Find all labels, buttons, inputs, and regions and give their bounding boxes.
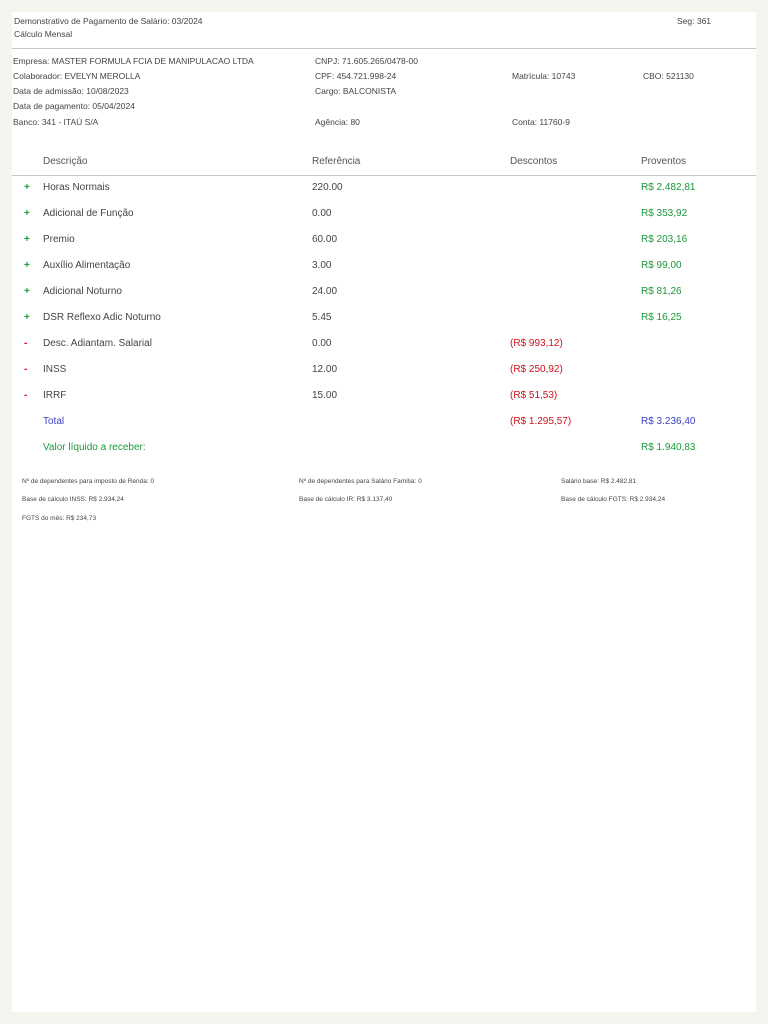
plus-sign-icon: +	[24, 286, 30, 297]
column-header-descontos: Descontos	[510, 156, 558, 167]
row-provento: R$ 99,00	[641, 260, 682, 271]
data-admissao: Data de admissão: 10/08/2023	[13, 86, 129, 96]
valor-liquido-value: R$ 1.940,83	[641, 442, 696, 453]
plus-sign-icon: +	[24, 260, 30, 271]
plus-sign-icon: +	[24, 208, 30, 219]
cbo: CBO: 521130	[643, 71, 694, 81]
row-descricao: Desc. Adiantam. Salarial	[43, 338, 152, 349]
document-subtitle: Cálculo Mensal	[14, 29, 73, 39]
row-provento: R$ 203,16	[641, 234, 688, 245]
plus-sign-icon: +	[24, 312, 30, 323]
cargo: Cargo: BALCONISTA	[315, 86, 397, 96]
row-provento: R$ 81,26	[641, 286, 682, 297]
cpf: CPF: 454.721.998-24	[315, 71, 397, 81]
row-referencia: 15.00	[312, 390, 338, 401]
fgts-mes: FGTS do mês: R$ 234,73	[22, 515, 97, 522]
total-label: Total	[43, 416, 65, 427]
dependentes-salario-familia: Nº de dependentes para Salário Família: 0	[299, 478, 422, 485]
row-desconto: (R$ 51,53)	[510, 390, 558, 401]
row-desconto: (R$ 250,92)	[510, 364, 563, 375]
agencia: Agência: 80	[315, 117, 360, 127]
row-referencia: 0.00	[312, 338, 332, 349]
table-header-divider	[12, 175, 756, 176]
row-referencia: 220.00	[312, 182, 343, 193]
row-descricao: INSS	[43, 364, 67, 375]
row-descricao: Premio	[43, 234, 75, 245]
cnpj: CNPJ: 71.605.265/0478-00	[315, 56, 419, 66]
row-provento: R$ 16,25	[641, 312, 682, 323]
valor-liquido-label: Valor líquido a receber:	[43, 442, 146, 453]
total-descontos: (R$ 1.295,57)	[510, 416, 572, 427]
header-divider	[12, 48, 756, 49]
plus-sign-icon: +	[24, 182, 30, 193]
colaborador: Colaborador: EVELYN MEROLLA	[13, 71, 141, 81]
matricula: Matrícula: 10743	[512, 71, 576, 81]
document-title: Demonstrativo de Pagamento de Salário: 03/2024	[14, 16, 203, 26]
payslip-sheet	[12, 12, 756, 1012]
minus-sign-icon: -	[24, 338, 28, 349]
row-provento: R$ 353,92	[641, 208, 688, 219]
row-descricao: Horas Normais	[43, 182, 110, 193]
empresa: Empresa: MASTER FORMULA FCIA DE MANIPULACAO LTDA	[13, 56, 254, 66]
row-referencia: 0.00	[312, 208, 332, 219]
seg-number: Seg: 361	[677, 16, 712, 26]
minus-sign-icon: -	[24, 364, 28, 375]
conta: Conta: 11760-9	[512, 117, 570, 127]
base-calculo-fgts: Base de cálculo FGTS: R$ 2.934,24	[561, 496, 666, 503]
row-referencia: 5.45	[312, 312, 332, 323]
row-referencia: 12.00	[312, 364, 338, 375]
column-header-referencia: Referência	[312, 156, 361, 167]
dependentes-ir: Nº de dependentes para imposto de Renda: 0	[22, 478, 155, 485]
salario-base: Salário base: R$ 2.482,81	[561, 478, 637, 485]
banco: Banco: 341 - ITAÚ S/A	[13, 117, 99, 127]
minus-sign-icon: -	[24, 390, 28, 401]
base-calculo-inss: Base de cálculo INSS: R$ 2.934,24	[22, 496, 124, 503]
row-descricao: Adicional de Função	[43, 208, 134, 219]
base-calculo-ir: Base de cálculo IR: R$ 3.137,40	[299, 496, 393, 503]
column-header-proventos: Proventos	[641, 156, 687, 167]
row-descricao: IRRF	[43, 390, 67, 401]
row-referencia: 3.00	[312, 260, 332, 271]
total-proventos: R$ 3.236,40	[641, 416, 696, 427]
row-descricao: DSR Reflexo Adic Noturno	[43, 312, 161, 323]
row-referencia: 24.00	[312, 286, 338, 297]
row-desconto: (R$ 993,12)	[510, 338, 563, 349]
column-header-descricao: Descrição	[43, 156, 88, 167]
row-descricao: Auxílio Alimentação	[43, 260, 131, 271]
row-provento: R$ 2.482,81	[641, 182, 696, 193]
row-descricao: Adicional Noturno	[43, 286, 122, 297]
plus-sign-icon: +	[24, 234, 30, 245]
data-pagamento: Data de pagamento: 05/04/2024	[13, 101, 135, 111]
row-referencia: 60.00	[312, 234, 338, 245]
